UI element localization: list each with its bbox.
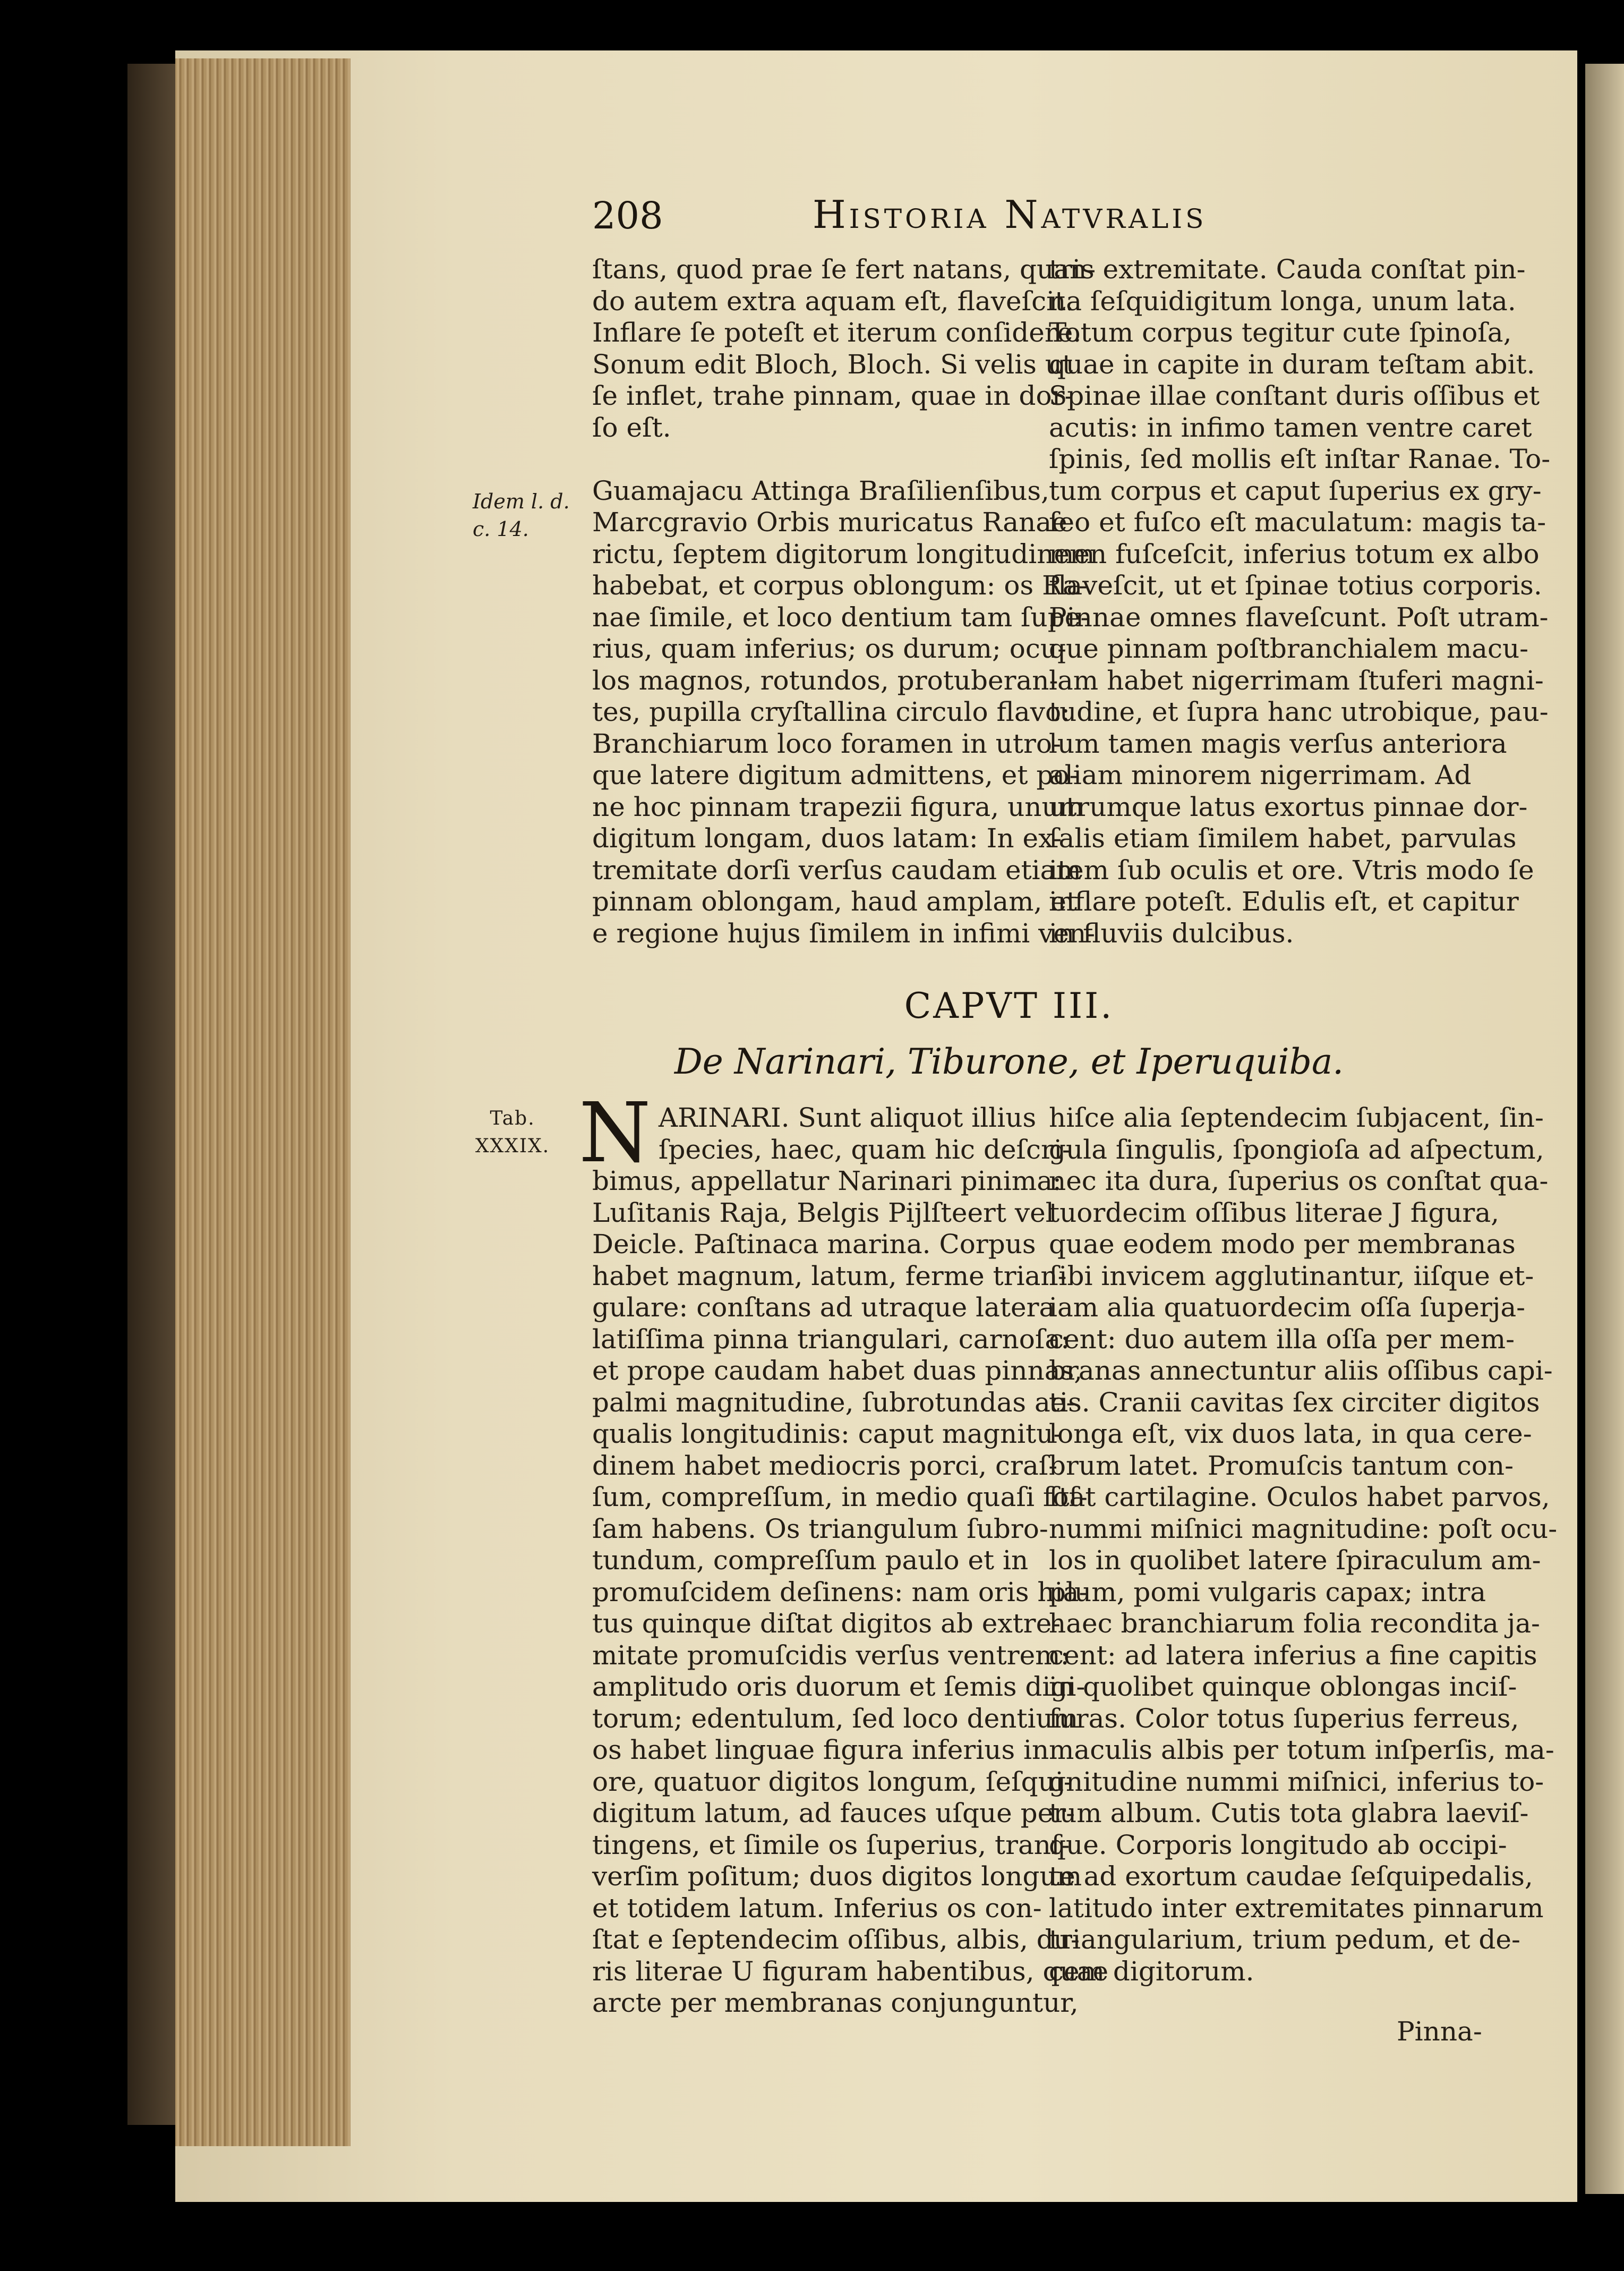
text-line: plum, pomi vulgaris capax; intra xyxy=(1049,1576,1486,1607)
text-line: brum latet. Promuſcis tantum con- xyxy=(1049,1450,1514,1481)
margin-note-tab xyxy=(475,1105,550,1160)
text-line: ſe inflet, trahe pinnam, quae in dor- xyxy=(592,380,1074,411)
margin-note-idem xyxy=(473,488,570,543)
text-line: os habet linguae figura inferius in xyxy=(592,1734,1049,1765)
text-line: ris literae U figuram habentibus, quae xyxy=(592,1955,1109,1987)
margin-note-line: Tab. xyxy=(490,1108,535,1129)
text-line: iam alia quatuordecim oſſa ſuperja- xyxy=(1049,1292,1526,1323)
text-line: quae eodem modo per membranas xyxy=(1049,1229,1516,1260)
text-line: Inflare ſe poteſt et iterum conſidere. xyxy=(592,317,1082,348)
text-line: qualis longitudinis: caput magnitu- xyxy=(592,1418,1063,1449)
text-line: tum corpus et caput ſuperius ex gry- xyxy=(1049,475,1542,506)
page-edges xyxy=(175,58,351,2146)
text-line: rictu, ſeptem digitorum longitudinem xyxy=(592,538,1095,569)
text-line: men fuſceſcit, inferius totum ex albo xyxy=(1049,538,1540,569)
text-line: promuſcidem deſinens: nam oris hia- xyxy=(592,1576,1088,1607)
catchword: Pinna- xyxy=(1397,2016,1482,2047)
text-line: item ſub oculis et ore. Vtris modo ſe xyxy=(1049,854,1534,886)
text-line: tes, pupilla cryſtallina circulo flavo: xyxy=(592,696,1070,727)
text-line: aliam minorem nigerrimam. Ad xyxy=(1049,760,1472,790)
text-line: hiſce alia ſeptendecim ſubjacent, ſin- xyxy=(1049,1102,1544,1133)
text-line: los magnos, rotundos, protuberan- xyxy=(592,665,1058,696)
text-line: maculis albis per totum inſperſis, ma- xyxy=(1049,1734,1554,1765)
text-line: nec ita dura, ſuperius os conſtat qua- xyxy=(1049,1166,1549,1196)
text-line: ſuras. Color totus ſuperius ferreus, xyxy=(1049,1703,1519,1734)
text-line: ſtat e ſeptendecim oſſibus, albis, du- xyxy=(592,1924,1080,1955)
text-line: Sonum edit Bloch, Bloch. Si velis ut xyxy=(592,348,1073,380)
section2-left-column xyxy=(592,1102,1109,2019)
text-line xyxy=(592,444,1036,475)
text-line: mitate promuſcidis verſus ventrem: xyxy=(592,1639,1070,1671)
text-line: cent: duo autem illa oſſa per mem- xyxy=(1049,1323,1515,1355)
text-line: gulare: conſtans ad utraque latera xyxy=(592,1292,1055,1323)
text-line: que latere digitum admittens, et po- xyxy=(592,760,1079,790)
text-line: Deicle. Paſtinaca marina. Corpus xyxy=(592,1229,1036,1260)
text-line: acutis: in infimo tamen ventre caret xyxy=(1049,412,1532,443)
text-line: que. Corporis longitudo ab occipi- xyxy=(1049,1829,1507,1860)
text-line: Guamajacu Attinga Braſilienſibus, xyxy=(592,475,1049,506)
section1-left-column xyxy=(592,254,1096,949)
text-line: latiſſima pinna triangulari, carnoſa: xyxy=(592,1323,1070,1355)
margin-note-line: XXXIX. xyxy=(475,1135,550,1157)
text-line: ſtans, quod prae ſe fert natans, quan- xyxy=(592,254,1096,285)
text-line: cem digitorum. xyxy=(1049,1955,1254,1987)
text-line: ore, quatuor digitos longum, ſeſqui- xyxy=(592,1766,1073,1797)
text-line: los in quolibet latere ſpiraculum am- xyxy=(1049,1545,1541,1576)
text-line: tum album. Cutis tota glabra laeviſ- xyxy=(1049,1798,1529,1828)
section2-right-column xyxy=(1049,1102,1558,1987)
text-line: ARINARI. Sunt aliquot illius xyxy=(659,1102,1037,1133)
book-cover xyxy=(127,64,181,2125)
text-line: Luſitanis Raja, Belgis Pijlſteert vel xyxy=(592,1197,1054,1228)
text-line: flaveſcit, ut et ſpinae totius corporis. xyxy=(1049,570,1542,601)
facing-page-edge xyxy=(1585,64,1624,2194)
text-line: tus quinque diſtat digitos ab extre- xyxy=(592,1608,1061,1639)
text-line: Marcgravio Orbis muricatus Ranae xyxy=(592,507,1067,538)
margin-note-line: c. 14. xyxy=(473,517,529,541)
text-line: in quolibet quinque oblongas inciſ- xyxy=(1049,1671,1517,1702)
text-line: longa eſt, vix duos lata, in qua cere- xyxy=(1049,1418,1532,1449)
text-line: tremitate dorſi verſus caudam etiam xyxy=(592,854,1081,886)
text-line: te ad exortum caudae ſeſquipedalis, xyxy=(1049,1861,1533,1892)
page-number: 208 xyxy=(592,194,663,237)
text-line: et totidem latum. Inferius os con- xyxy=(592,1892,1042,1924)
text-line: tundum, compreſſum paulo et in xyxy=(592,1545,1029,1576)
text-line: haec branchiarum folia recondita ja- xyxy=(1049,1608,1540,1639)
text-line: que pinnam poſtbranchialem macu- xyxy=(1049,633,1529,664)
text-line: ſum, compreſſum, in medio quaſi foſ- xyxy=(592,1482,1088,1512)
text-line: Spinae illae conſtant duris oſſibus et xyxy=(1049,380,1540,411)
text-line: nae ſimile, et loco dentium tam ſupe- xyxy=(592,601,1090,633)
text-line: digitum latum, ad fauces uſque per- xyxy=(592,1798,1075,1828)
text-line: habet magnum, latum, ferme trian- xyxy=(592,1260,1067,1291)
text-line: do autem extra aquam eſt, flaveſcit. xyxy=(592,285,1074,317)
text-line: lam habet nigerrimam ſtuferi magni- xyxy=(1049,665,1544,696)
text-line: utrumque latus exortus pinnae dor- xyxy=(1049,791,1528,822)
text-line: et prope caudam habet duas pinnas, xyxy=(592,1355,1083,1386)
text-line: e regione hujus ſimilem in infimi ven- xyxy=(592,917,1096,949)
text-line: digitum longam, duos latam: In ex- xyxy=(592,823,1062,854)
text-line: gula ſingulis, ſpongioſa ad aſpectum, xyxy=(1049,1134,1544,1165)
text-line: cent: ad latera inferius a fine capitis xyxy=(1049,1639,1537,1671)
text-line: inflare poteſt. Edulis eſt, et capitur xyxy=(1049,886,1519,917)
text-line: ne hoc pinnam trapezii figura, unum xyxy=(592,791,1084,822)
text-line: ſeo et fuſco eſt maculatum: magis ta- xyxy=(1049,507,1546,538)
section1-right-column xyxy=(1049,254,1551,949)
text-line: habebat, et corpus oblongum: os Ra- xyxy=(592,570,1088,601)
text-line: ſalis etiam ſimilem habet, parvulas xyxy=(1049,823,1517,854)
text-line: verſim poſitum; duos digitos longum xyxy=(592,1861,1082,1892)
text-line: ſam habens. Os triangulum ſubro- xyxy=(592,1513,1048,1544)
text-line: tis. Cranii cavitas ſex circiter digitos xyxy=(1049,1387,1540,1418)
text-line: bimus, appellatur Narinari pinima: xyxy=(592,1166,1062,1196)
text-line: dinem habet mediocris porci, craſ- xyxy=(592,1450,1058,1481)
drop-cap: N xyxy=(579,1085,651,1181)
text-line: na ſeſquidigitum longa, unum lata. xyxy=(1049,285,1516,317)
text-line: Branchiarum loco foramen in utro- xyxy=(592,728,1061,759)
text-line: arcte per membranas conjunguntur, xyxy=(592,1987,1079,2018)
text-line: in fluviis dulcibus. xyxy=(1049,917,1294,949)
text-line: tingens, et ſimile os ſuperius, tranſ- xyxy=(592,1829,1070,1860)
text-line: ſpinis, ſed mollis eſt inſtar Ranae. To- xyxy=(1049,444,1551,474)
text-line: tuordecim oſſibus literae J figura, xyxy=(1049,1197,1500,1228)
text-line: branas annectuntur aliis oſſibus capi- xyxy=(1049,1355,1553,1386)
text-line: Pinnae omnes flaveſcunt. Poſt utram- xyxy=(1049,601,1549,633)
text-line: palmi magnitudine, ſubrotundas ae- xyxy=(592,1387,1075,1418)
text-line: gnitudine nummi miſnici, inferius to- xyxy=(1049,1766,1544,1797)
text-line: nummi miſnici magnitudine: poſt ocu- xyxy=(1049,1513,1558,1544)
text-line: ſpecies, haec, quam hic deſcri- xyxy=(659,1134,1071,1165)
text-line: rius, quam inferius; os durum; ocu- xyxy=(592,633,1066,664)
text-line: tudine, et ſupra hanc utrobique, pau- xyxy=(1049,696,1549,727)
chapter-subtitle: De Narinari, Tiburone, et Iperuquiba. xyxy=(674,1041,1344,1082)
text-line: Totum corpus tegitur cute ſpinoſa, xyxy=(1049,317,1512,348)
text-line: quae in capite in duram teſtam abit. xyxy=(1049,348,1535,380)
text-line: latitudo inter extremitates pinnarum xyxy=(1049,1892,1544,1924)
text-line: lum tamen magis verſus anteriora xyxy=(1049,728,1507,759)
text-line: tris extremitate. Cauda conſtat pin- xyxy=(1049,254,1526,285)
running-title: Historia Natvralis xyxy=(813,192,1207,237)
text-line: torum; edentulum, ſed loco dentium xyxy=(592,1703,1079,1734)
text-line: ſo eſt. xyxy=(592,412,671,443)
text-line: pinnam oblongam, haud amplam, et xyxy=(592,886,1077,917)
text-line: ſibi invicem agglutinantur, iiſque et- xyxy=(1049,1260,1534,1291)
chapter-title: CAPVT III. xyxy=(904,985,1114,1026)
text-line: triangularium, trium pedum, et de- xyxy=(1049,1924,1520,1955)
text-line: ſtat cartilagine. Oculos habet parvos, xyxy=(1049,1482,1550,1512)
text-line: amplitudo oris duorum et ſemis digi- xyxy=(592,1671,1085,1702)
margin-note-line: Idem l. d. xyxy=(473,490,570,513)
